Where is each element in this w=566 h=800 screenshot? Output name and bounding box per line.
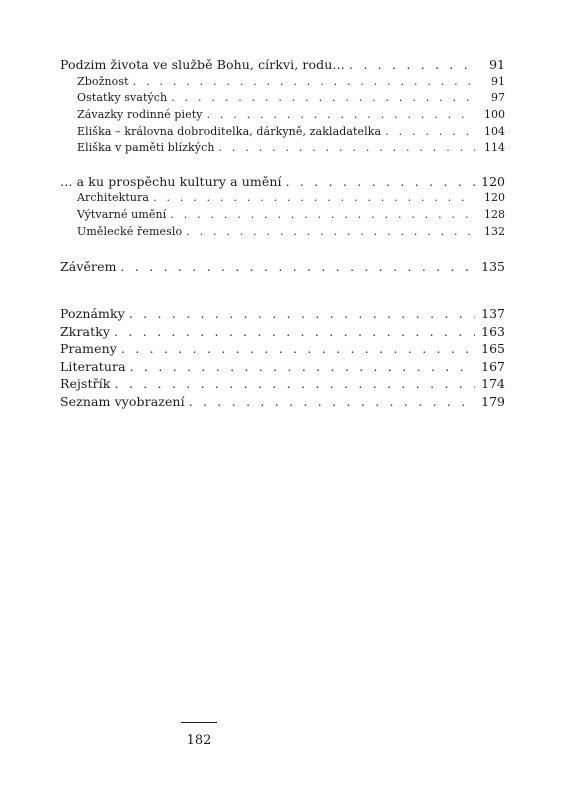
toc-entry-title: Rejstřík	[60, 376, 111, 391]
toc-entry-seznam-vyobrazeni	[60, 394, 505, 412]
toc-entry-title: Literatura	[60, 358, 126, 374]
toc-subentry-zavazky-rodinne-piety	[60, 108, 505, 125]
toc-entry-literatura	[60, 359, 505, 377]
toc-entry-title: Prameny	[60, 341, 117, 356]
table-of-contents	[60, 57, 505, 411]
toc-subentry-title: Ostatky svatých	[77, 91, 168, 105]
toc-entry-page: 179	[481, 393, 505, 409]
toc-entry-zkratky	[60, 324, 505, 342]
toc-entry-page: 120	[481, 173, 505, 189]
dot-leader	[153, 191, 475, 204]
toc-entry-title: Zkratky	[60, 323, 111, 339]
toc-subentry-title: Architektura	[77, 191, 150, 205]
toc-entry-page: 137	[481, 306, 505, 321]
dot-leader	[121, 341, 475, 356]
dot-leader	[186, 225, 475, 238]
footer-rule	[181, 722, 217, 723]
toc-subentry-page: 120	[484, 191, 505, 205]
toc-subentry-title: Výtvarné umění	[77, 208, 167, 222]
dot-leader	[170, 208, 475, 221]
dot-leader	[286, 174, 475, 189]
toc-subentry-page: 97	[491, 91, 505, 105]
dot-leader	[385, 125, 475, 138]
toc-entry-page: 167	[481, 358, 505, 374]
dot-leader	[349, 57, 475, 72]
toc-entry-poznamky	[60, 306, 505, 324]
toc-entry-title: Poznámky	[60, 306, 125, 321]
dot-leader	[189, 394, 475, 409]
dot-leader	[219, 141, 475, 154]
toc-entry-title: Podzim života ve službě Bohu, církvi, rodu…	[60, 57, 345, 72]
toc-subentry-ostatky-svatych	[60, 91, 505, 108]
toc-subentry-title: Závazky rodinné piety	[77, 107, 203, 121]
toc-subentry-page: 104	[484, 124, 505, 138]
dot-leader	[121, 259, 475, 274]
toc-subentry-architektura	[60, 191, 505, 208]
toc-entry-prameny	[60, 341, 505, 359]
toc-entry-page: 165	[481, 341, 505, 356]
toc-subentry-title: Eliška v paměti blízkých	[77, 141, 215, 155]
dot-leader	[171, 91, 475, 104]
dot-leader	[133, 75, 475, 88]
dot-leader	[114, 376, 475, 391]
dot-leader	[114, 324, 475, 339]
toc-entry-kultura-a-umeni	[60, 174, 505, 192]
toc-subentry-page: 100	[484, 107, 505, 121]
toc-entry-title: … a ku prospěchu kultury a umění	[60, 173, 282, 189]
toc-entry-page: 163	[481, 323, 505, 339]
page-number: 182	[186, 733, 212, 748]
toc-subentry-title: Umělecké řemeslo	[77, 224, 183, 238]
toc-subentry-vytvarne-umeni	[60, 208, 505, 225]
toc-entry-page: 174	[481, 376, 505, 391]
spacer	[60, 242, 505, 259]
toc-entry-page: 135	[481, 258, 505, 274]
toc-subentry-page: 132	[484, 224, 505, 238]
toc-subentry-title: Zbožnost	[77, 74, 129, 88]
dot-leader	[207, 108, 475, 121]
toc-subentry-eliska-kralovna	[60, 125, 505, 142]
spacer	[60, 158, 505, 174]
toc-subentry-page: 128	[484, 208, 505, 222]
toc-entry-podzim-zivota	[60, 57, 505, 75]
toc-entry-rejstrik	[60, 376, 505, 394]
dot-leader	[130, 359, 475, 374]
toc-subentry-page: 114	[484, 141, 505, 155]
toc-entry-page: 91	[489, 57, 505, 72]
dot-leader	[129, 306, 475, 321]
toc-subentry-umelecke-remeslo	[60, 225, 505, 242]
toc-subentry-page: 91	[491, 74, 505, 88]
toc-entry-zaverem	[60, 259, 505, 277]
toc-subentry-zboznost	[60, 75, 505, 92]
toc-subentry-eliska-v-pameti	[60, 141, 505, 158]
spacer	[60, 276, 505, 306]
toc-entry-title: Seznam vyobrazení	[60, 393, 185, 409]
toc-subentry-title: Eliška – královna dobroditelka, dárkyně, zakladatelka	[77, 124, 382, 138]
toc-entry-title: Závěrem	[60, 258, 117, 274]
